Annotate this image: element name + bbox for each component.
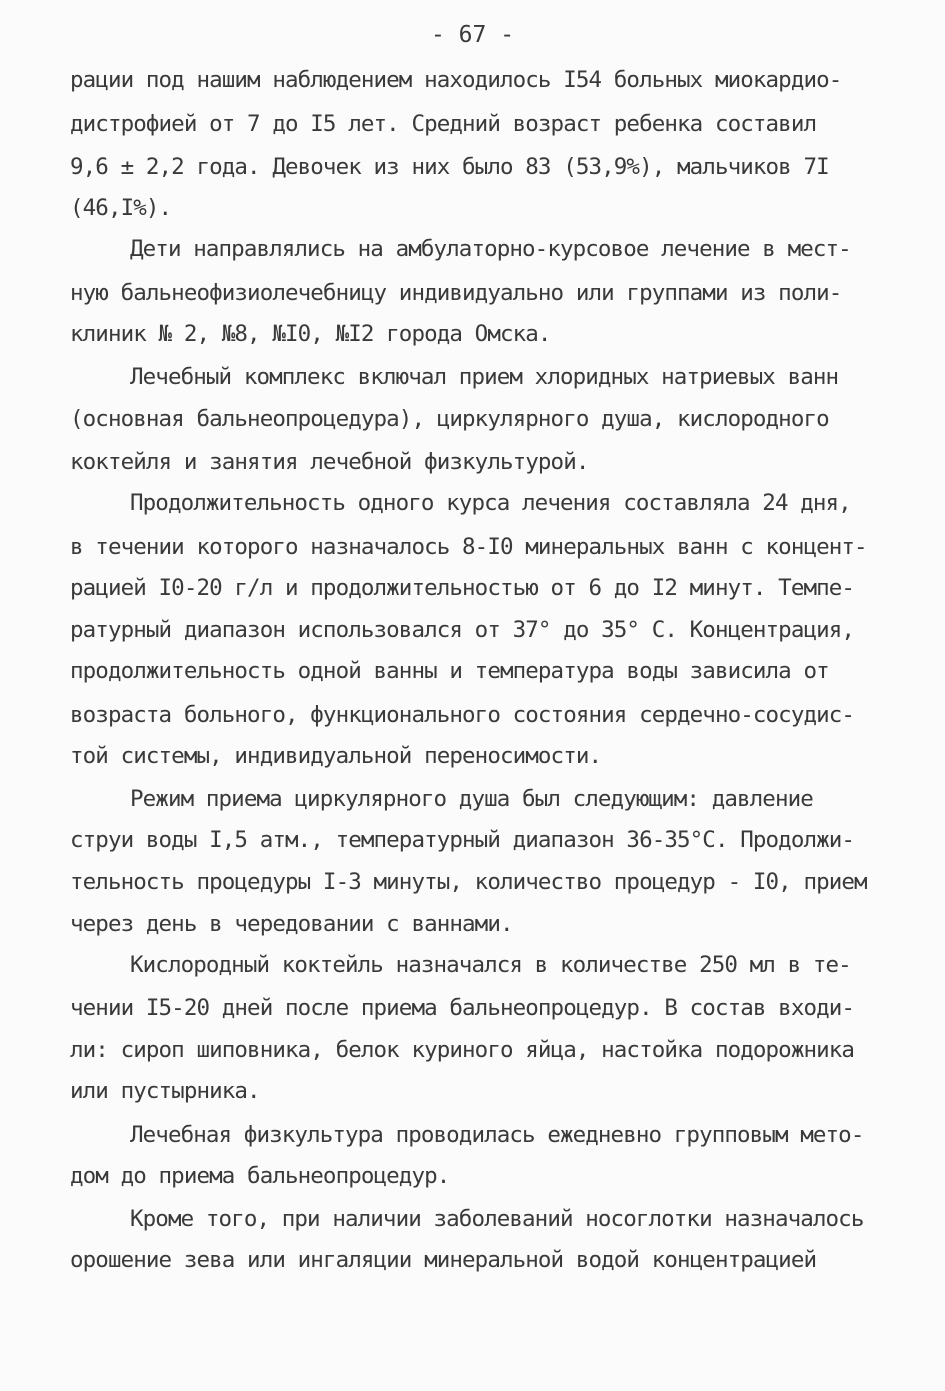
text-line: орошение зева или ингаляции минеральной водой концентрацией [70, 1247, 817, 1273]
text-line: Кислородный коктейль назначался в количестве 250 мл в те- [130, 952, 851, 978]
text-line: дом до приема бальнеопроцедур. [70, 1163, 450, 1189]
text-line: в течении которого назначалось 8-I0 минеральных ванн с концент- [70, 534, 867, 560]
text-line: ратурный диапазон использовался от 37° до 35° С. Концентрация, [70, 617, 855, 643]
text-line: дистрофией от 7 до I5 лет. Средний возраст ребенка составил [70, 111, 817, 137]
text-line: Лечебный комплекс включал прием хлоридных натриевых ванн [130, 364, 839, 390]
text-line: ную бальнеофизиолечебницу индивидуально или группами из поли- [70, 280, 842, 306]
text-line: продолжительность одной ванны и температура воды зависила от [70, 658, 829, 684]
text-line: возраста больного, функционального состояния сердечно-сосудис- [70, 702, 855, 728]
text-line: Дети направлялись на амбулаторно-курсовое лечение в мест- [130, 236, 851, 262]
text-line: через день в чередовании с ваннами. [70, 911, 513, 937]
text-line: струи воды I,5 атм., температурный диапазон 36-35°С. Продолжи- [70, 827, 855, 853]
text-line: (46,I%). [70, 195, 172, 221]
text-line: той системы, индивидуальной переносимости. [70, 743, 602, 769]
text-line: рации под нашим наблюдением находилось I54 больных миокардио- [70, 67, 842, 93]
text-line: коктейля и занятия лечебной физкультурой. [70, 449, 589, 475]
text-line: 9,6 ± 2,2 года. Девочек из них было 83 (53,9%), мальчиков 7I [70, 154, 829, 180]
text-line: Продолжительность одного курса лечения составляла 24 дня, [130, 490, 851, 516]
text-line: Лечебная физкультура проводилась ежедневно групповым мето- [130, 1122, 864, 1148]
text-line: ли: сироп шиповника, белок куриного яйца, настойка подорожника [70, 1037, 855, 1063]
page-number: - 67 - [430, 22, 515, 48]
text-line: чении I5-20 дней после приема бальнеопроцедур. В состав входи- [70, 995, 855, 1021]
text-line: (основная бальнеопроцедура), циркулярного душа, кислородного [70, 406, 829, 432]
text-line: рацией I0-20 г/л и продолжительностью от 6 до I2 минут. Темпе- [70, 575, 855, 601]
text-line: тельность процедуры I-3 минуты, количество процедур - I0, прием [70, 869, 867, 895]
text-line: Кроме того, при наличии заболеваний носоглотки назначалось [130, 1206, 864, 1232]
text-line: Режим приема циркулярного душа был следующим: давление [130, 786, 813, 812]
text-line: клиник № 2, №8, №I0, №I2 города Омска. [70, 321, 551, 347]
text-line: или пустырника. [70, 1078, 260, 1104]
